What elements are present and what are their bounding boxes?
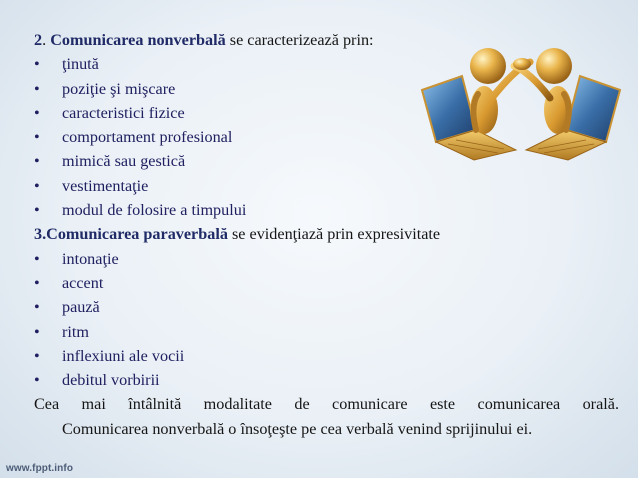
list-item-text: inflexiuni ale vocii: [62, 346, 185, 365]
list-item: [34, 320, 619, 344]
section-2-title-rest: se caracterizează prin:: [225, 31, 374, 49]
list-item-text: pauză: [62, 298, 100, 317]
list-item-text: caracteristici fizice: [62, 103, 185, 122]
list-item: [34, 295, 619, 319]
list-item: [34, 247, 619, 271]
closing-paragraph: [34, 392, 619, 441]
list-item-text: ţinută: [62, 55, 99, 74]
bullet-icon: •: [34, 176, 40, 195]
list-item: [34, 344, 619, 368]
list-item: [34, 174, 619, 198]
list-item: [34, 368, 619, 392]
list-item-text: mimică sau gestică: [62, 152, 186, 171]
list-item-text: intonaţie: [62, 249, 119, 268]
handshake-icon: [513, 58, 531, 70]
list-item-text: debitul vorbirii: [62, 371, 160, 390]
list-item: [34, 198, 619, 222]
closing-line-1: Cea mai întâlnită modalitate de comunicare este comunicarea orală.: [34, 395, 619, 414]
bullet-icon: •: [34, 249, 40, 268]
bullet-icon: •: [34, 79, 40, 98]
closing-line-2: Comunicarea nonverbală o însoţeşte pe cea verbală venind sprijinului ei.: [62, 419, 533, 438]
list-item-text: modul de folosire a timpului: [62, 201, 247, 220]
list-item-text: vestimentaţie: [62, 176, 149, 195]
section-3-title-rest: se evidenţiază prin expresivitate: [227, 225, 441, 244]
bullet-icon: •: [34, 128, 40, 147]
list-item-text: comportament profesional: [62, 128, 233, 147]
bullet-icon: •: [34, 103, 40, 122]
bullet-icon: •: [34, 322, 40, 341]
bullet-icon: •: [34, 201, 40, 220]
list-item-text: poziţie şi mişcare: [62, 79, 176, 98]
section-2-number: 2: [34, 31, 43, 49]
section-2-title-bold: Comunicarea nonverbală: [50, 31, 226, 49]
bullet-icon: •: [34, 346, 40, 365]
bullet-icon: •: [34, 152, 40, 171]
list-item: [34, 271, 619, 295]
bullet-icon: •: [34, 371, 40, 390]
bullet-icon: •: [34, 298, 40, 317]
section-3-title-bold: 3.Comunicarea paraverbală: [34, 225, 228, 244]
bullet-icon: •: [34, 273, 40, 292]
footer-url: www.fppt.info: [6, 463, 74, 474]
two-golden-figures-with-laptops-icon: [418, 32, 624, 162]
section-3-heading: [34, 222, 619, 246]
bullet-icon: •: [34, 55, 40, 74]
list-item-text: accent: [62, 273, 104, 292]
section-2-dot: .: [42, 31, 47, 49]
list-item-text: ritm: [62, 322, 89, 341]
